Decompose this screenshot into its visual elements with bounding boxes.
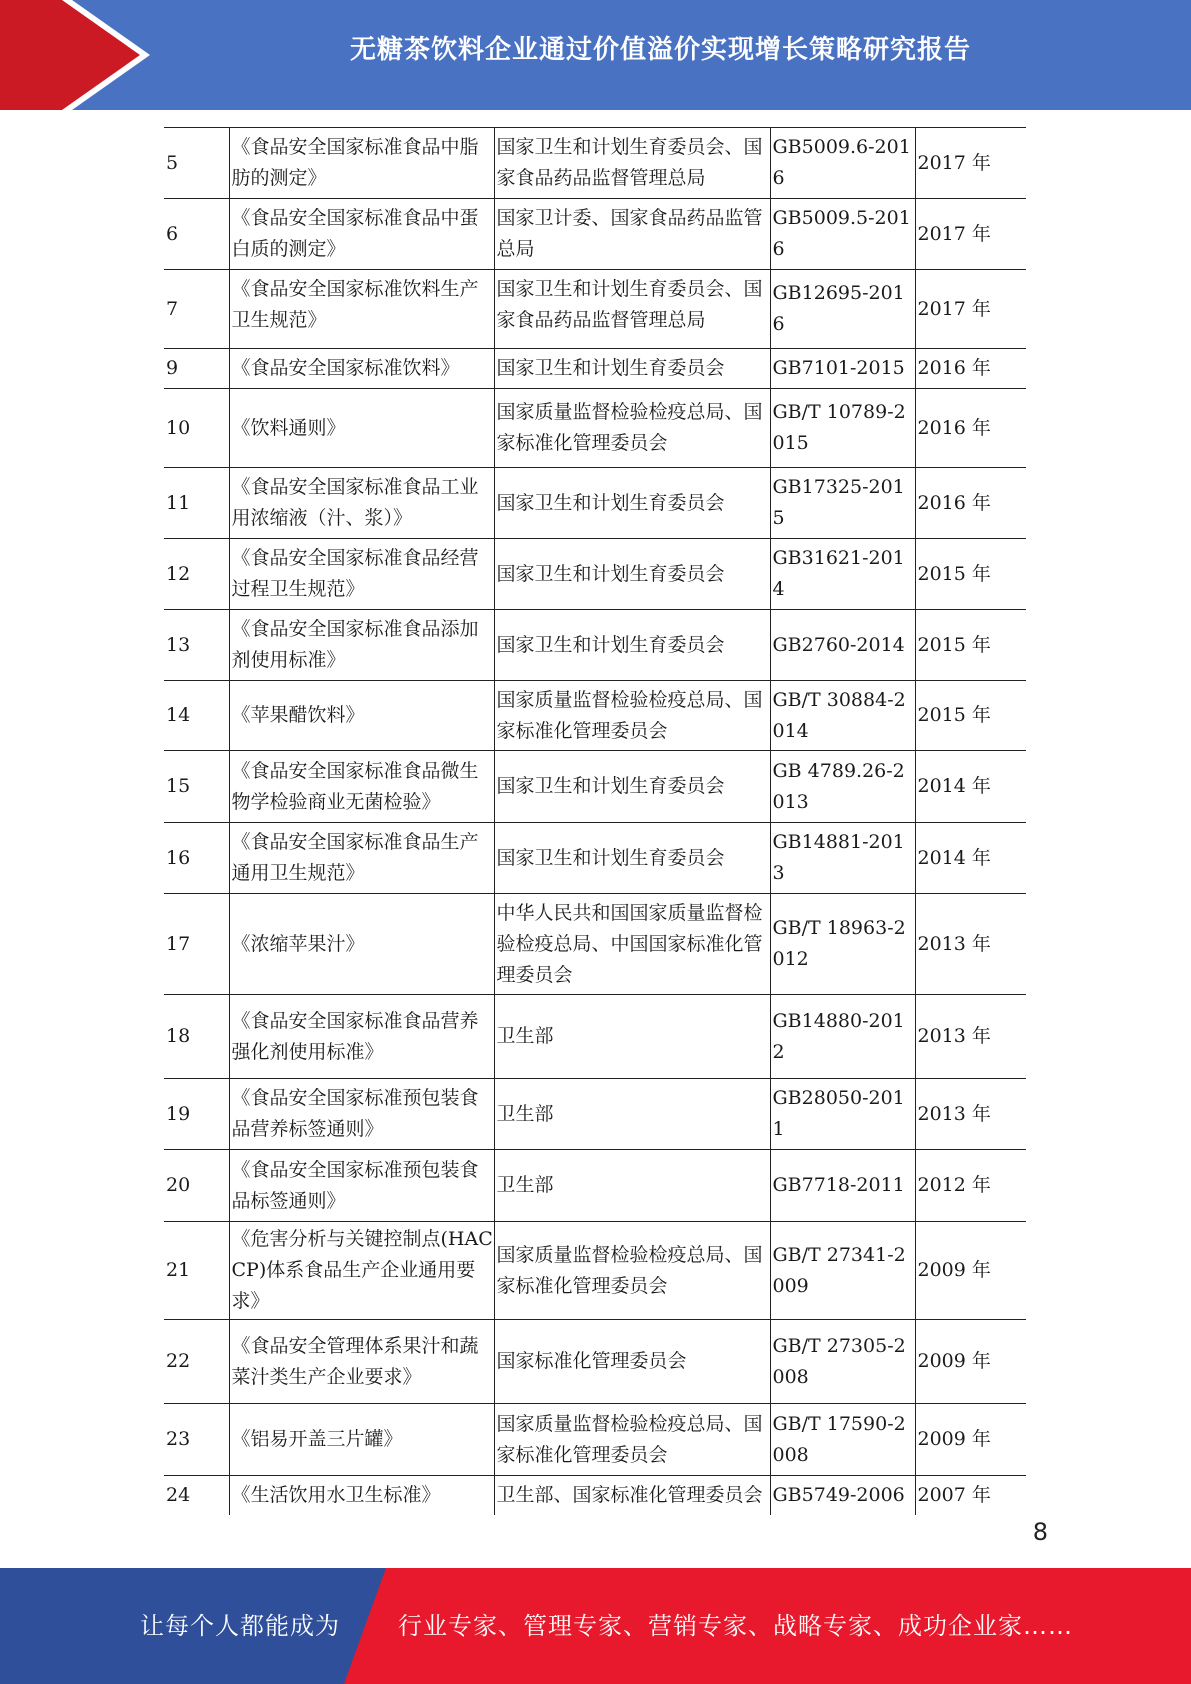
table-row (164, 751, 1026, 823)
row-number-cell: 19 (164, 1079, 229, 1150)
row-number-cell: 9 (164, 349, 229, 389)
standard-code-cell: GB/T 27305-2008 (770, 1320, 915, 1404)
effective-year-cell: 2015 年 (915, 681, 1026, 751)
standard-code-cell: GB/T 30884-2014 (770, 681, 915, 751)
row-number-cell: 23 (164, 1404, 229, 1476)
standard-name-cell: 《食品安全国家标准预包装食品标签通则》 (229, 1150, 494, 1222)
report-title: 无糖茶饮料企业通过价值溢价实现增长策略研究报告 (349, 35, 971, 65)
standard-code-cell: GB/T 10789-2015 (770, 389, 915, 468)
issuing-authority-cell: 卫生部 (494, 1150, 770, 1222)
effective-year-cell: 2016 年 (915, 468, 1026, 539)
footer-slogan-left: 让每个人都能成为 (140, 1612, 340, 1640)
row-number-cell: 15 (164, 751, 229, 823)
standard-name-cell: 《食品安全国家标准食品经营过程卫生规范》 (229, 539, 494, 610)
table-row (164, 349, 1026, 389)
effective-year-cell: 2013 年 (915, 1079, 1026, 1150)
effective-year-cell: 2013 年 (915, 894, 1026, 995)
standard-code-cell: GB31621-2014 (770, 539, 915, 610)
row-number-cell: 18 (164, 995, 229, 1079)
table-row (164, 468, 1026, 539)
row-number-cell: 21 (164, 1222, 229, 1320)
effective-year-cell: 2009 年 (915, 1320, 1026, 1404)
table-row (164, 1222, 1026, 1320)
standard-name-cell: 《饮料通则》 (229, 389, 494, 468)
table-row (164, 128, 1026, 199)
row-number-cell: 12 (164, 539, 229, 610)
issuing-authority-cell: 国家卫生和计划生育委员会 (494, 751, 770, 823)
issuing-authority-cell: 国家质量监督检验检疫总局、国家标准化管理委员会 (494, 1404, 770, 1476)
row-number-cell: 5 (164, 128, 229, 199)
standards-table (164, 127, 1026, 1515)
table-row (164, 610, 1026, 681)
issuing-authority-cell: 国家质量监督检验检疫总局、国家标准化管理委员会 (494, 681, 770, 751)
table-row (164, 1404, 1026, 1476)
issuing-authority-cell: 卫生部 (494, 1079, 770, 1150)
issuing-authority-cell: 国家卫生和计划生育委员会 (494, 468, 770, 539)
standard-code-cell: GB28050-2011 (770, 1079, 915, 1150)
standard-code-cell: GB7101-2015 (770, 349, 915, 389)
issuing-authority-cell: 中华人民共和国国家质量监督检验检疫总局、中国国家标准化管理委员会 (494, 894, 770, 995)
table-row (164, 995, 1026, 1079)
effective-year-cell: 2013 年 (915, 995, 1026, 1079)
table-row (164, 1476, 1026, 1516)
effective-year-cell: 2014 年 (915, 823, 1026, 894)
issuing-authority-cell: 国家卫生和计划生育委员会 (494, 823, 770, 894)
row-number-cell: 6 (164, 199, 229, 270)
standard-name-cell: 《苹果醋饮料》 (229, 681, 494, 751)
issuing-authority-cell: 国家卫计委、国家食品药品监管总局 (494, 199, 770, 270)
table-row (164, 894, 1026, 995)
standard-name-cell: 《生活饮用水卫生标准》 (229, 1476, 494, 1516)
effective-year-cell: 2016 年 (915, 389, 1026, 468)
table-row (164, 1320, 1026, 1404)
effective-year-cell: 2017 年 (915, 128, 1026, 199)
standard-code-cell: GB5749-2006 (770, 1476, 915, 1516)
standard-code-cell: GB/T 18963-2012 (770, 894, 915, 995)
issuing-authority-cell: 国家卫生和计划生育委员会 (494, 539, 770, 610)
row-number-cell: 10 (164, 389, 229, 468)
standard-name-cell: 《食品安全国家标准食品工业用浓缩液（汁、浆）》 (229, 468, 494, 539)
effective-year-cell: 2009 年 (915, 1404, 1026, 1476)
effective-year-cell: 2015 年 (915, 610, 1026, 681)
standard-name-cell: 《食品安全国家标准饮料》 (229, 349, 494, 389)
standard-name-cell: 《食品安全管理体系果汁和蔬菜汁类生产企业要求》 (229, 1320, 494, 1404)
row-number-cell: 17 (164, 894, 229, 995)
row-number-cell: 13 (164, 610, 229, 681)
standard-code-cell: GB7718-2011 (770, 1150, 915, 1222)
standard-name-cell: 《食品安全国家标准预包装食品营养标签通则》 (229, 1079, 494, 1150)
standard-code-cell: GB5009.5-2016 (770, 199, 915, 270)
standard-name-cell: 《食品安全国家标准食品添加剂使用标准》 (229, 610, 494, 681)
issuing-authority-cell: 国家卫生和计划生育委员会、国家食品药品监督管理总局 (494, 128, 770, 199)
table-row (164, 823, 1026, 894)
page-number: 8 (1032, 1518, 1048, 1546)
table-row (164, 1079, 1026, 1150)
effective-year-cell: 2017 年 (915, 270, 1026, 349)
effective-year-cell: 2016 年 (915, 349, 1026, 389)
table-row (164, 539, 1026, 610)
standard-code-cell: GB12695-2016 (770, 270, 915, 349)
standard-name-cell: 《食品安全国家标准食品中蛋白质的测定》 (229, 199, 494, 270)
row-number-cell: 22 (164, 1320, 229, 1404)
table-row (164, 1150, 1026, 1222)
effective-year-cell: 2015 年 (915, 539, 1026, 610)
row-number-cell: 11 (164, 468, 229, 539)
table-row (164, 389, 1026, 468)
standard-code-cell: GB/T 27341-2009 (770, 1222, 915, 1320)
standard-code-cell: GB14881-2013 (770, 823, 915, 894)
effective-year-cell: 2009 年 (915, 1222, 1026, 1320)
table-row (164, 270, 1026, 349)
effective-year-cell: 2014 年 (915, 751, 1026, 823)
effective-year-cell: 2007 年 (915, 1476, 1026, 1516)
effective-year-cell: 2017 年 (915, 199, 1026, 270)
standards-table-container (164, 127, 1026, 1515)
standard-name-cell: 《食品安全国家标准食品营养强化剂使用标准》 (229, 995, 494, 1079)
table-row (164, 199, 1026, 270)
issuing-authority-cell: 国家卫生和计划生育委员会 (494, 610, 770, 681)
issuing-authority-cell: 卫生部、国家标准化管理委员会 (494, 1476, 770, 1516)
row-number-cell: 20 (164, 1150, 229, 1222)
footer-slogan-right: 行业专家、管理专家、营销专家、战略专家、成功企业家…… (398, 1612, 1073, 1640)
standard-code-cell: GB2760-2014 (770, 610, 915, 681)
standard-code-cell: GB 4789.26-2013 (770, 751, 915, 823)
page-header (0, 0, 1191, 110)
row-number-cell: 24 (164, 1476, 229, 1516)
issuing-authority-cell: 国家卫生和计划生育委员会 (494, 349, 770, 389)
standard-name-cell: 《食品安全国家标准食品中脂肪的测定》 (229, 128, 494, 199)
row-number-cell: 14 (164, 681, 229, 751)
issuing-authority-cell: 国家质量监督检验检疫总局、国家标准化管理委员会 (494, 389, 770, 468)
row-number-cell: 7 (164, 270, 229, 349)
issuing-authority-cell: 国家标准化管理委员会 (494, 1320, 770, 1404)
row-number-cell: 16 (164, 823, 229, 894)
standard-name-cell: 《浓缩苹果汁》 (229, 894, 494, 995)
issuing-authority-cell: 卫生部 (494, 995, 770, 1079)
issuing-authority-cell: 国家卫生和计划生育委员会、国家食品药品监督管理总局 (494, 270, 770, 349)
standard-name-cell: 《食品安全国家标准饮料生产卫生规范》 (229, 270, 494, 349)
standard-name-cell: 《食品安全国家标准食品微生物学检验商业无菌检验》 (229, 751, 494, 823)
standard-code-cell: GB/T 17590-2008 (770, 1404, 915, 1476)
issuing-authority-cell: 国家质量监督检验检疫总局、国家标准化管理委员会 (494, 1222, 770, 1320)
page-footer (0, 1568, 1191, 1684)
standard-code-cell: GB17325-2015 (770, 468, 915, 539)
standard-code-cell: GB14880-2012 (770, 995, 915, 1079)
standard-name-cell: 《铝易开盖三片罐》 (229, 1404, 494, 1476)
standard-name-cell: 《食品安全国家标准食品生产通用卫生规范》 (229, 823, 494, 894)
effective-year-cell: 2012 年 (915, 1150, 1026, 1222)
standard-code-cell: GB5009.6-2016 (770, 128, 915, 199)
standard-name-cell: 《危害分析与关键控制点(HACCP)体系食品生产企业通用要求》 (229, 1222, 494, 1320)
table-row (164, 681, 1026, 751)
